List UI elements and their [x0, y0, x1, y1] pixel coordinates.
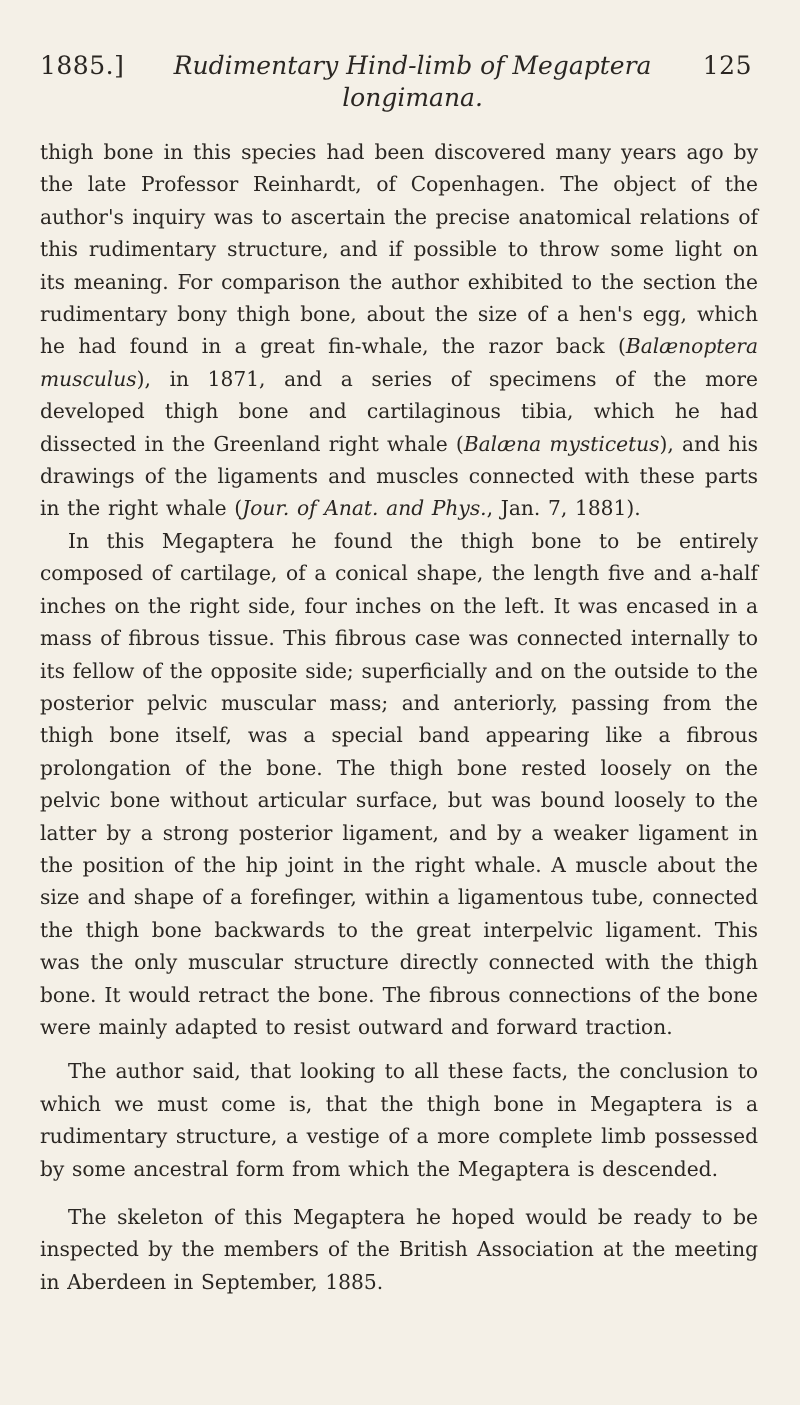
paragraph-1: [40, 136, 758, 525]
page-number: 125: [702, 51, 752, 80]
species-name-right-whale: Balæna mysticetus: [463, 431, 660, 456]
header-title: Rudimentary Hind-limb of Megaptera longimana.: [173, 51, 652, 112]
paragraph-1-text-b: ), in 1871, and a series of specimens of the more developed thigh bone and cartilaginous tibia, which he had dissected in the Greenland right whale (: [40, 366, 758, 456]
paragraph-3: The author said, that looking to all these facts, the conclusion to which we must come is, that the thigh bone in Megaptera is a rudimentary structure, a vestige of a more complete limb possessed by some ancestral form from which the Megaptera is descended.: [40, 1059, 758, 1181]
paragraph-1-text-c: ), and his drawings of the ligaments and muscles connected with these parts in the right whale (: [40, 431, 758, 521]
paragraph-1-text-a: thigh bone in this species had been discovered many years ago by the late Professor Reinhardt, of Copenhagen. The object of the author's inquiry was to ascertain the precise anatomical relations of this rudimentary structure, and if possible to throw some light on its meaning. For comparison the author exhibited to the section the rudimentary bony thigh bone, about the size of a hen's egg, which he had found in a great fin-whale, the razor back (: [40, 140, 758, 359]
journal-citation: Jour. of Anat. and Phys.: [242, 496, 487, 521]
paragraph-1-text-d: , Jan. 7, 1881).: [486, 496, 641, 521]
paragraph-4: The skeleton of this Megaptera he hoped would be ready to be inspected by the members of the British Association at the meeting in Aberdeen in September, 1885.: [40, 1205, 758, 1294]
header-year: 1885.]: [40, 51, 125, 80]
body-text: [40, 136, 758, 1298]
running-header: [40, 50, 758, 114]
paragraph-2: In this Megaptera he found the thigh bone to be entirely composed of cartilage, of a conical shape, the length five and a-half inches on the right side, four inches on the left. It was encased in a mass of fibrous tissue. This fibrous case was connected internally to its fellow of the opposite side; superficially and on the outside to the posterior pelvic muscular mass; and anteriorly, passing from the thigh bone itself, was a special band appearing like a fibrous prolongation of the bone. The thigh bone rested loosely on the pelvic bone without articular surface, but was bound loosely to the latter by a strong posterior ligament, and by a weaker ligament in the position of the hip joint in the right whale. A muscle about the size and shape of a forefinger, within a ligamentous tube, connected the thigh bone backwards to the great interpelvic ligament. This was the only muscular structure directly connected with the thigh bone. It would retract the bone. The fibrous connections of the bone were mainly adapted to resist outward and forward traction.: [40, 528, 758, 1039]
species-name-razor-back: Balænoptera musculus: [40, 334, 758, 391]
